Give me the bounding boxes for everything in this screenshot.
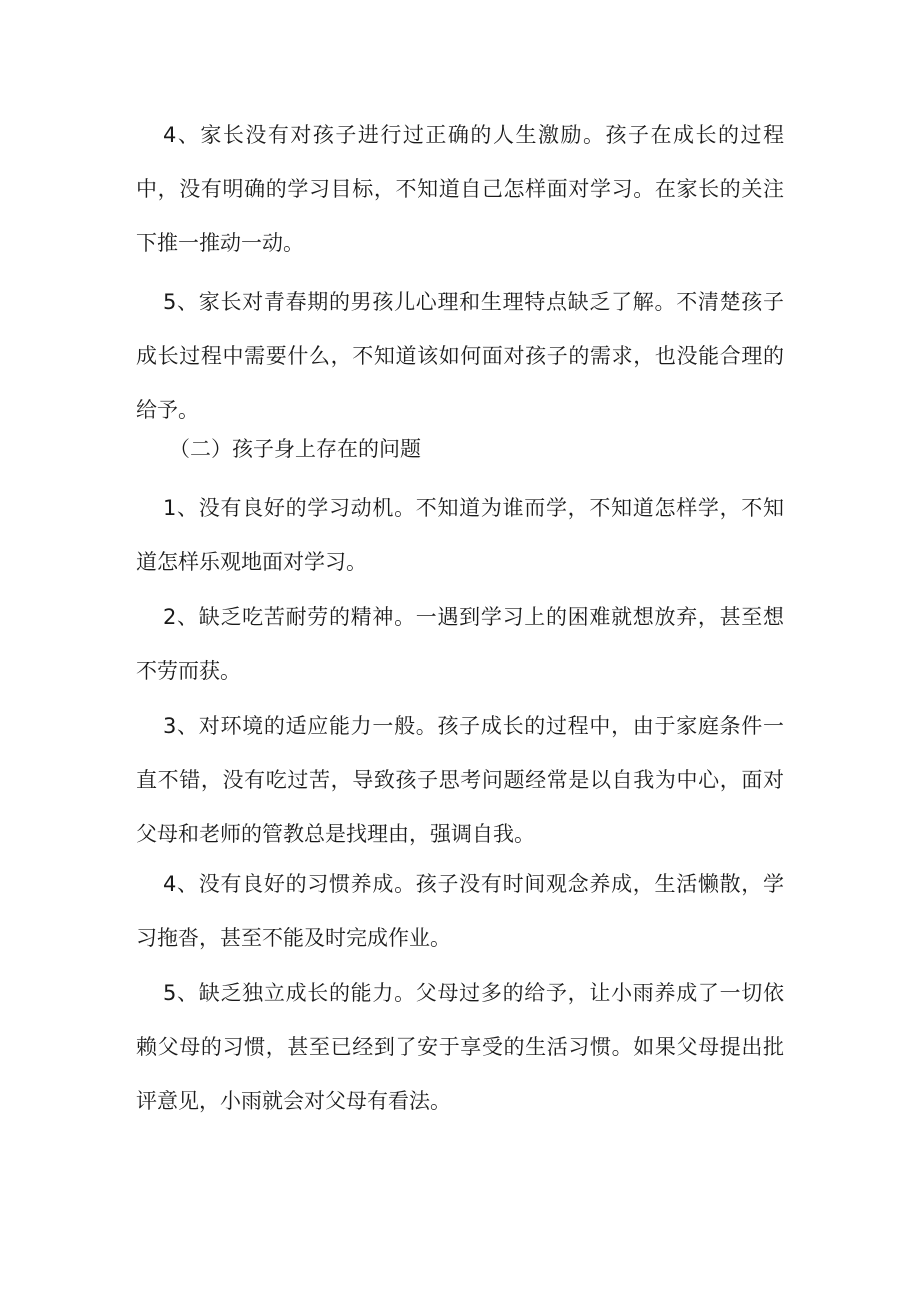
paragraph-parent-issue-4: 4、家长没有对孩子进行过正确的人生激励。孩子在成长的过程中，没有明确的学习目标，不知道自己怎样面对学习。在家长的关注下推一推动一动。 <box>136 123 784 255</box>
paragraph-child-issue-3: 3、对环境的适应能力一般。孩子成长的过程中，由于家庭条件一直不错，没有吃过苦，导致孩子思考问题经常是以自我为中心，面对父母和老师的管教总是找理由，强调自我。 <box>136 714 784 846</box>
paragraph-parent-issue-5: 5、家长对青春期的男孩儿心理和生理特点缺乏了解。不清楚孩子成长过程中需要什么，不知道该如何面对孩子的需求，也没能合理的给予。 <box>136 290 784 422</box>
section-heading-child-issues: （二）孩子身上存在的问题 <box>169 437 421 461</box>
paragraph-child-issue-1: 1、没有良好的学习动机。不知道为谁而学，不知道怎样学，不知道怎样乐观地面对学习。 <box>136 496 784 574</box>
paragraph-child-issue-2: 2、缺乏吃苦耐劳的精神。一遇到学习上的困难就想放弃，甚至想不劳而获。 <box>136 605 784 683</box>
paragraph-child-issue-5: 5、缺乏独立成长的能力。父母过多的给予，让小雨养成了一切依赖父母的习惯，甚至已经到了安于享受的生活习惯。如果父母提出批评意见，小雨就会对父母有看法。 <box>136 981 784 1113</box>
paragraph-child-issue-4: 4、没有良好的习惯养成。孩子没有时间观念养成，生活懒散，学习拖沓，甚至不能及时完成作业。 <box>136 872 784 950</box>
